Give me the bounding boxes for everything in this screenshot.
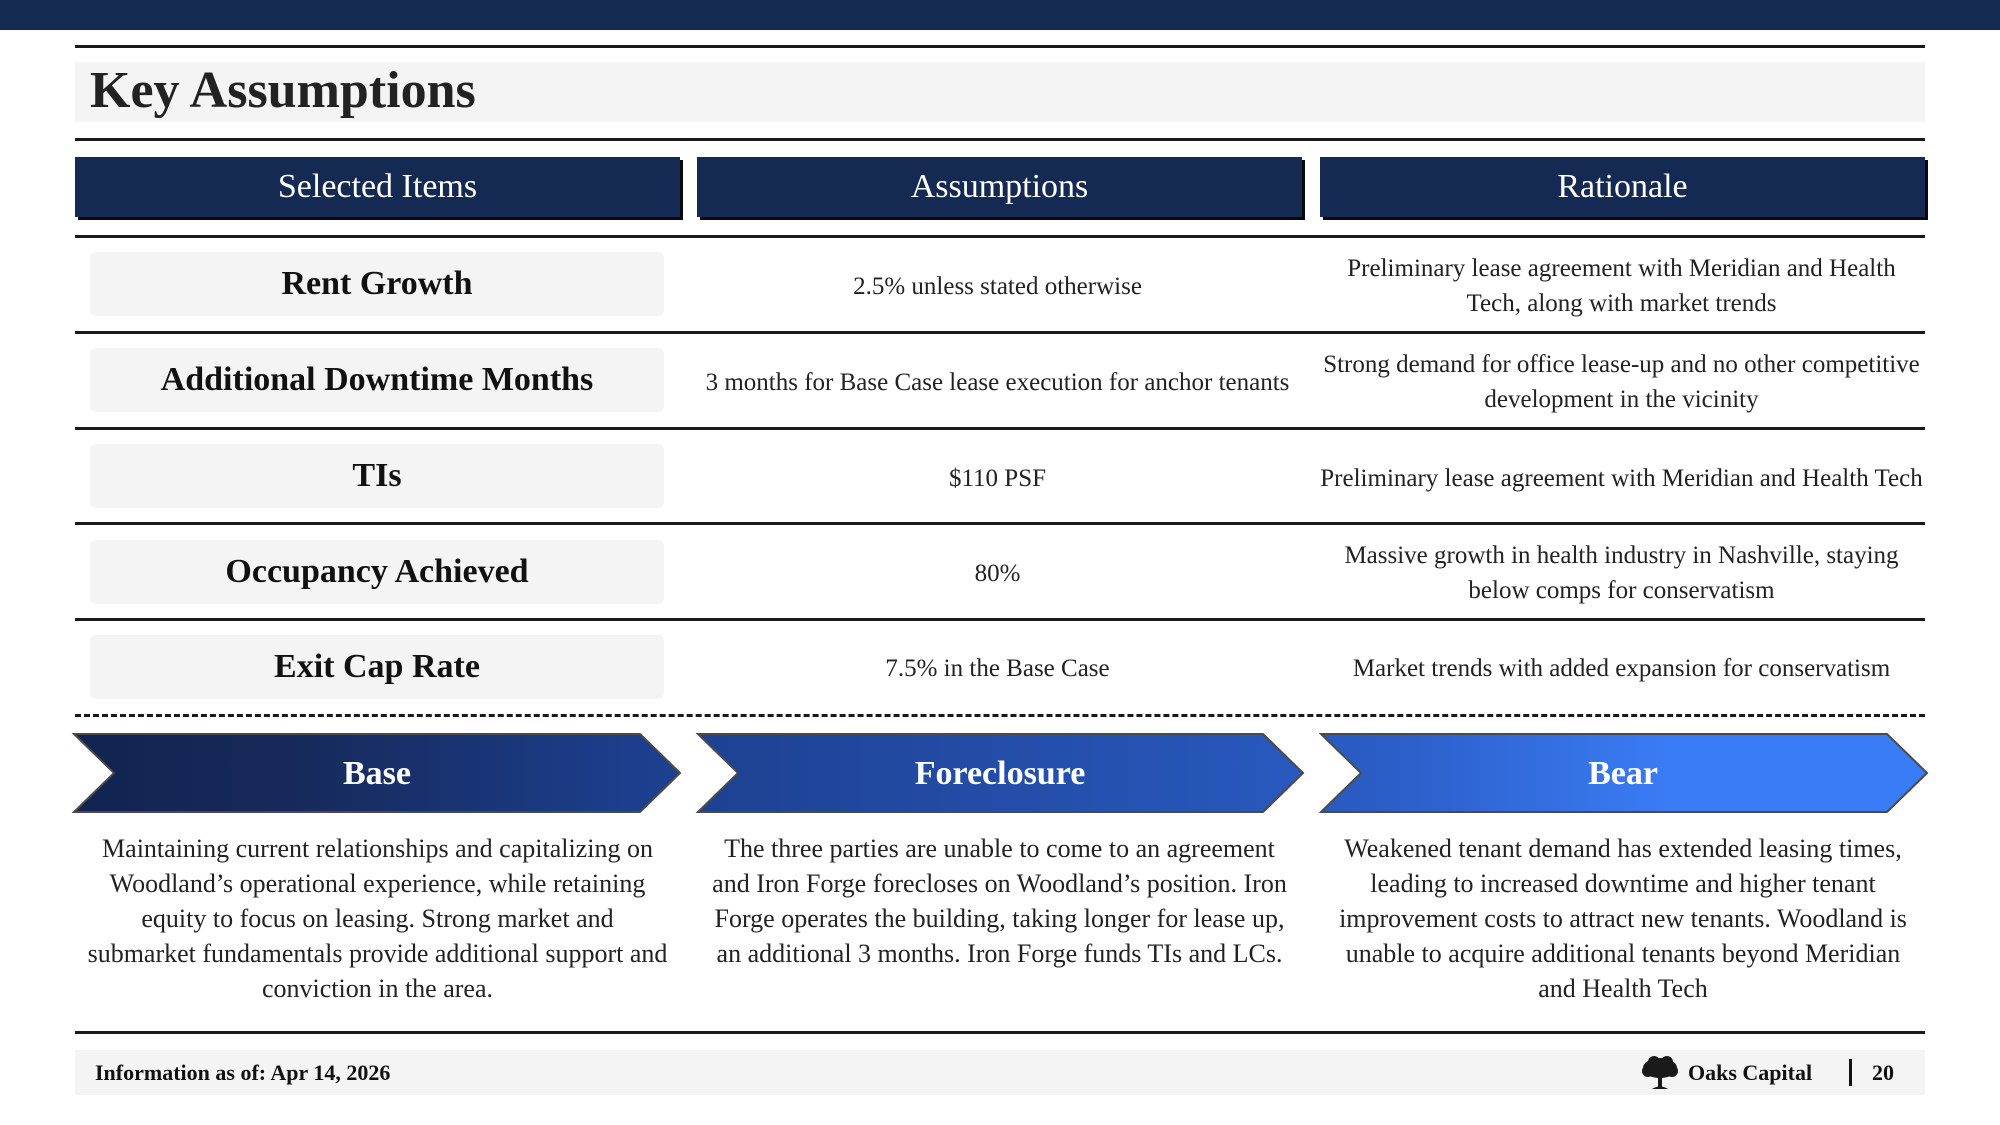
info-date: Information as of: Apr 14, 2026: [95, 1060, 391, 1085]
brand: [1640, 1055, 1812, 1090]
dashed-separator: [75, 714, 1925, 717]
row-label-rent-growth: Rent Growth: [90, 252, 664, 316]
assumption-cell: 2.5% unless stated otherwise: [853, 272, 1142, 300]
page-separator: [1849, 1059, 1852, 1086]
brand-name: Oaks Capital: [1688, 1059, 1813, 1085]
rationale-cell: Preliminary lease agreement with Meridian and Health Tech: [1320, 464, 1923, 492]
title-bottom-rule: [75, 138, 1925, 141]
row-label-occupancy: Occupancy Achieved: [90, 540, 664, 604]
row-divider: [75, 522, 1925, 525]
assumption-cell: 7.5% in the Base Case: [885, 654, 1110, 682]
rationale-cell: Preliminary lease agreement with Meridian and Health Tech, along with market trends: [1347, 255, 1896, 317]
top-banner: [0, 0, 2000, 30]
scenario-label-bear: Bear: [1588, 755, 1658, 792]
assumption-cell: $110 PSF: [948, 464, 1047, 492]
rationale-cell: Massive growth in health industry in Nashville, staying below comps for conservatism: [1344, 542, 1899, 604]
footer-rule: [75, 1031, 1925, 1034]
scenario-description-foreclosure: The three parties are unable to come to an agreement and Iron Forge forecloses on Woodland’s position. Iron Forge operates the building, taking longer for lease up, an additional 3 months. Iron Forge funds TIs and LCs.: [712, 834, 1287, 968]
row-divider: [75, 427, 1925, 430]
header-assumptions: Assumptions: [697, 157, 1302, 217]
oak-tree-icon: [1640, 1056, 1680, 1090]
scenario-label-base: Base: [343, 755, 411, 792]
page-number: 20: [1872, 1060, 1894, 1085]
row-label-tis: TIs: [90, 444, 664, 508]
row-label-exit-cap-rate: Exit Cap Rate: [90, 635, 664, 699]
row-label-downtime-months: Additional Downtime Months: [90, 348, 664, 412]
rationale-cell: Market trends with added expansion for conservatism: [1352, 654, 1891, 682]
assumption-cell: 3 months for Base Case lease execution for anchor tenants: [705, 368, 1290, 396]
scenario-description-base: Maintaining current relationships and capitalizing on Woodland’s operational experience, while retaining equity to focus on leasing. Strong market and submarket fundamentals provide additional support and conviction in the area.: [87, 834, 668, 1003]
table-rule: [75, 235, 1925, 238]
header-rationale: Rationale: [1320, 157, 1925, 217]
assumption-cell: 80%: [974, 559, 1021, 587]
scenario-description-bear: Weakened tenant demand has extended leasing times, leading to increased downtime and higher tenant improvement costs to attract new tenants. Woodland is unable to acquire additional tenants beyond Meridian and Health Tech: [1339, 834, 1907, 1003]
scenario-label-foreclosure: Foreclosure: [914, 755, 1086, 792]
rationale-cell: Strong demand for office lease-up and no other competitive development in the vicinity: [1323, 351, 1920, 413]
header-selected-items: Selected Items: [75, 157, 680, 217]
page-title: Key Assumptions: [90, 62, 476, 119]
row-divider: [75, 618, 1925, 621]
row-divider: [75, 331, 1925, 334]
title-top-rule: [75, 45, 1925, 48]
